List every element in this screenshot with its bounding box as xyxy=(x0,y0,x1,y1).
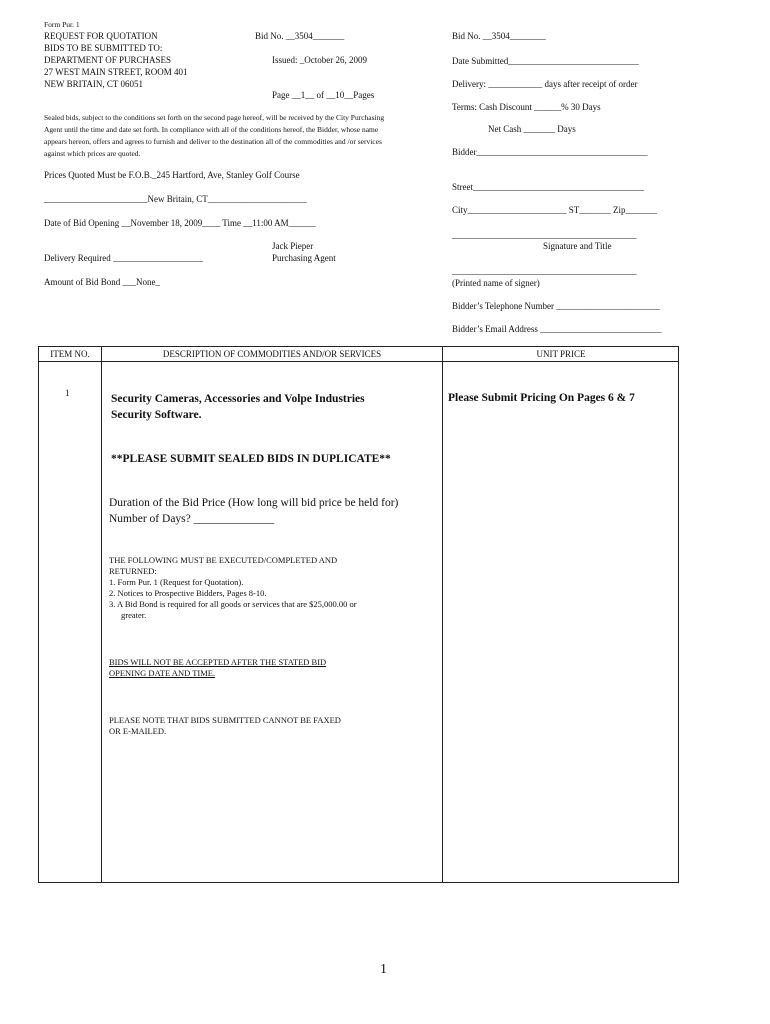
delivery-required[interactable]: Delivery Required ____________________ xyxy=(44,253,203,263)
header-line-city: NEW BRITAIN, CT 06051 xyxy=(44,79,143,89)
bid-opening: Date of Bid Opening __November 18, 2009____ Time __11:00 AM______ xyxy=(44,218,316,228)
requirement-1: 1. Form Pur. 1 (Request for Quotation). xyxy=(109,577,244,587)
header-description: DESCRIPTION OF COMMODITIES AND/OR SERVICES xyxy=(162,349,382,359)
duration-question: Duration of the Bid Price (How long will bid price be held for) xyxy=(109,497,399,509)
header-line-rfq: REQUEST FOR QUOTATION xyxy=(44,31,158,41)
requirements-heading-1: THE FOLLOWING MUST BE EXECUTED/COMPLETED AND xyxy=(109,555,338,565)
header-line-dept: DEPARTMENT OF PURCHASES xyxy=(44,55,171,65)
bid-number: Bid No. __3504_______ xyxy=(255,31,345,41)
items-table xyxy=(38,346,679,883)
header-divider xyxy=(39,361,678,362)
late-bids-notice-2: OPENING DATE AND TIME. xyxy=(109,668,216,678)
item-number: 1 xyxy=(65,388,70,398)
printed-name-label: (Printed name of signer) xyxy=(452,278,540,288)
signature-label: Signature and Title xyxy=(543,241,612,251)
email-field[interactable]: Bidder’s Email Address ___________________________ xyxy=(452,324,662,334)
date-submitted-field[interactable]: Date Submitted_____________________________ xyxy=(452,56,639,66)
signature-line[interactable]: _________________________________________ xyxy=(452,230,637,240)
column-divider-1 xyxy=(101,347,102,882)
form-id: Form Pur. 1 xyxy=(44,20,80,29)
requirement-3-cont: greater. xyxy=(121,610,147,620)
unit-price-note: Please Submit Pricing On Pages 6 & 7 xyxy=(448,392,635,404)
requirement-2: 2. Notices to Prospective Bidders, Pages 8-10. xyxy=(109,588,267,598)
page-count: Page __1__ of __10__Pages xyxy=(272,90,375,100)
header-item-no: ITEM NO. xyxy=(50,349,90,359)
no-fax-notice-1: PLEASE NOTE THAT BIDS SUBMITTED CANNOT BE FAXED xyxy=(109,715,341,725)
header-unit-price: UNIT PRICE xyxy=(536,349,586,359)
cash-discount-field[interactable]: Terms: Cash Discount ______% 30 Days xyxy=(452,102,601,112)
column-divider-2 xyxy=(442,347,443,882)
delivery-days-field[interactable]: Delivery: ____________ days after receipt of order xyxy=(452,79,638,89)
days-field[interactable]: Number of Days? ______________ xyxy=(109,513,275,525)
item-description-line-2: Security Software. xyxy=(111,409,202,421)
item-description-line-1: Security Cameras, Accessories and Volpe Industries xyxy=(111,393,365,405)
telephone-field[interactable]: Bidder’s Telephone Number _______________________ xyxy=(452,301,660,311)
agent-title: Purchasing Agent xyxy=(272,253,336,263)
city-state-zip-field[interactable]: City______________________ ST_______ Zip_______ xyxy=(452,205,658,215)
agent-name: Jack Pieper xyxy=(272,241,314,251)
requirements-heading-2: RETURNED: xyxy=(109,566,157,576)
issued-date: Issued: _October 26, 2009 xyxy=(272,55,367,65)
printed-name-line[interactable]: _________________________________________ xyxy=(452,266,637,276)
sealed-bid-notice: Sealed bids, subject to the conditions set forth on the second page hereof, will be received by the City Purchasing Agent until the time and date set forth. In compliance with all of the conditions hereof, the Bidder, whose name appears hereon, offers and agrees to furnish and deliver to the destination all of the commodities and /or services against which prices are quoted. xyxy=(44,113,385,158)
duplicate-notice: **PLEASE SUBMIT SEALED BIDS IN DUPLICATE** xyxy=(111,453,391,465)
bid-bond: Amount of Bid Bond ___None_ xyxy=(44,277,160,287)
header-line-street: 27 WEST MAIN STREET, ROOM 401 xyxy=(44,67,188,77)
net-cash-field[interactable]: Net Cash _______ Days xyxy=(488,124,576,134)
fob-line: Prices Quoted Must be F.O.B._245 Hartford, Ave, Stanley Golf Course xyxy=(44,170,300,180)
requirement-3: 3. A Bid Bond is required for all goods or services that are $25,000.00 or xyxy=(109,599,357,609)
street-field[interactable]: Street______________________________________ xyxy=(452,182,644,192)
late-bids-notice-1: BIDS WILL NOT BE ACCEPTED AFTER THE STATED BID xyxy=(109,657,327,667)
right-bid-number: Bid No. __3504________ xyxy=(452,31,546,41)
no-fax-notice-2: OR E-MAILED. xyxy=(109,726,167,736)
page-number: 1 xyxy=(380,962,387,977)
bidder-field[interactable]: Bidder______________________________________ xyxy=(452,147,648,157)
fob-city-line: _______________________New Britain, CT______________________ xyxy=(44,194,307,204)
header-line-bids: BIDS TO BE SUBMITTED TO: xyxy=(44,43,163,53)
